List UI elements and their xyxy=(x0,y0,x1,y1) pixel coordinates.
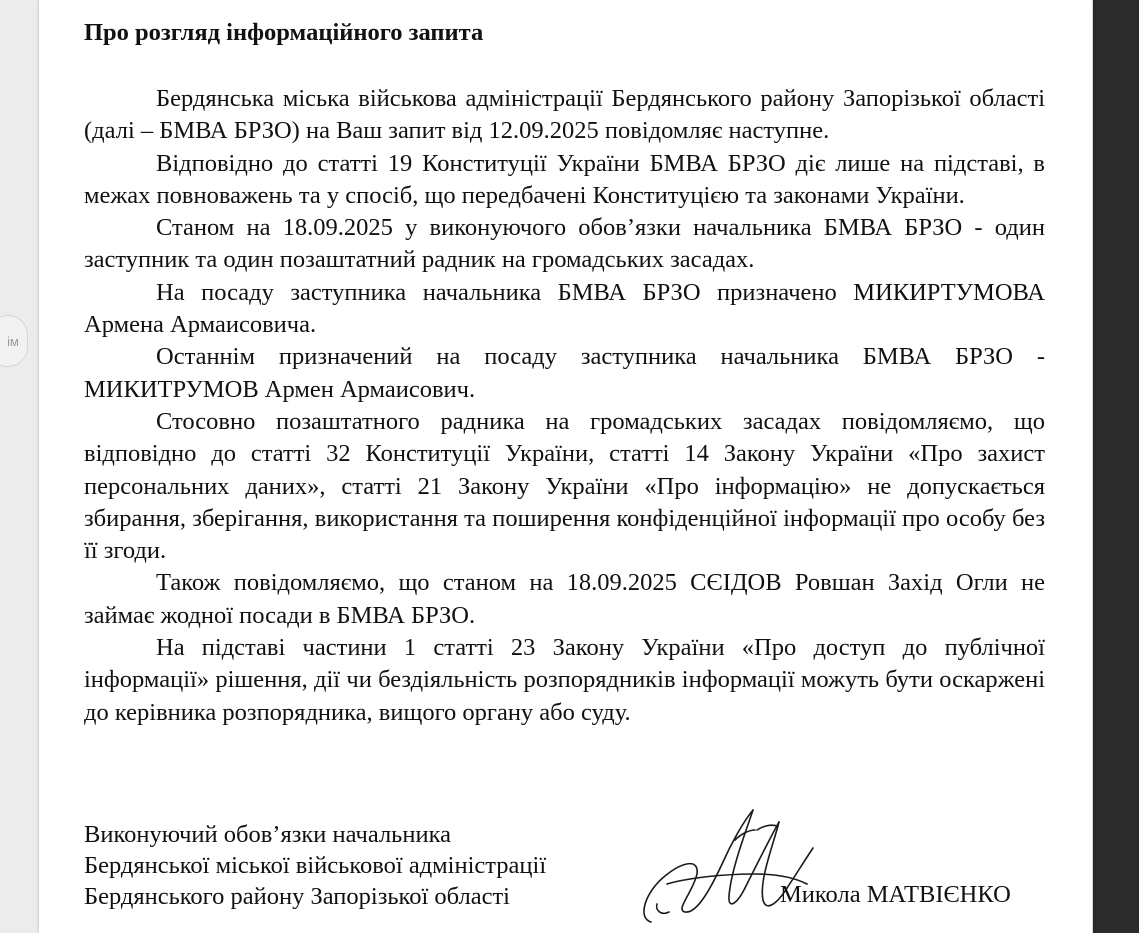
signatory-position xyxy=(84,819,546,912)
signatory-position-line: Бердянського району Запорізької області xyxy=(84,883,510,910)
viewer-background-left xyxy=(0,0,38,933)
signatory-position-line: Виконуючий обов’язки начальника xyxy=(84,821,451,848)
paragraph-intro: Бердянська міська військова адміністрації Бердянського району Запорізької області (далі – БМВА БРЗО) на Ваш запит від 12.09.2025 повідомляє наступне. xyxy=(84,85,1045,145)
paragraph-adviser: Стосовно позаштатного радника на громадських засадах повідомляємо, що відповідно до статті 32 Конституції України, статті 14 Закону України «Про захист персональних даних», статті 21 Закону України «Про інформацію» не допускається збирання, зберігання, використання та поширення конфіденційної інформації про особу без її згоди. xyxy=(84,407,1045,565)
side-panel-toggle[interactable]: ім xyxy=(0,315,28,367)
paragraph-constitution: Відповідно до статті 19 Конституції України БМВА БРЗО діє лише на підставі, в межах повноважень та у спосіб, що передбачені Конституцією та законами України. xyxy=(84,149,1045,209)
paragraph-seidov: Також повідомляємо, що станом на 18.09.2025 СЄІДОВ Ровшан Захід Огли не займає жодної посади в БМВА БРЗО. xyxy=(84,569,1045,629)
paragraph-staff: Станом на 18.09.2025 у виконуючого обов’язки начальника БМВА БРЗО - один заступник та один позаштатний радник на громадських засадах. xyxy=(84,214,1045,274)
paragraph-last-appointed: Останнім призначений на посаду заступника начальника БМВА БРЗО - МИКИТРУМОВ Армен Армаисович. xyxy=(84,343,1045,403)
handwritten-signature xyxy=(627,800,817,933)
paragraph-deputy: На посаду заступника начальника БМВА БРЗО призначено МИКИРТУМОВА Армена Армаисовича. xyxy=(84,278,1045,339)
document-subject: Про розгляд інформаційного запита xyxy=(84,19,484,46)
document-body xyxy=(84,83,1045,729)
signatory-position-line: Бердянської міської військової адміністрації xyxy=(84,852,547,879)
paragraph-appeal: На підставі частини 1 статті 23 Закону України «Про доступ до публічної інформації» рішення, дії чи бездіяльність розпорядників інформації можуть бути оскаржені до керівника розпорядника, вищого органу або суду. xyxy=(84,634,1045,726)
viewer-scrollbar-track[interactable] xyxy=(1093,0,1139,933)
signatory-name: Микола МАТВІЄНКО xyxy=(780,881,1011,908)
document-page xyxy=(39,0,1092,933)
